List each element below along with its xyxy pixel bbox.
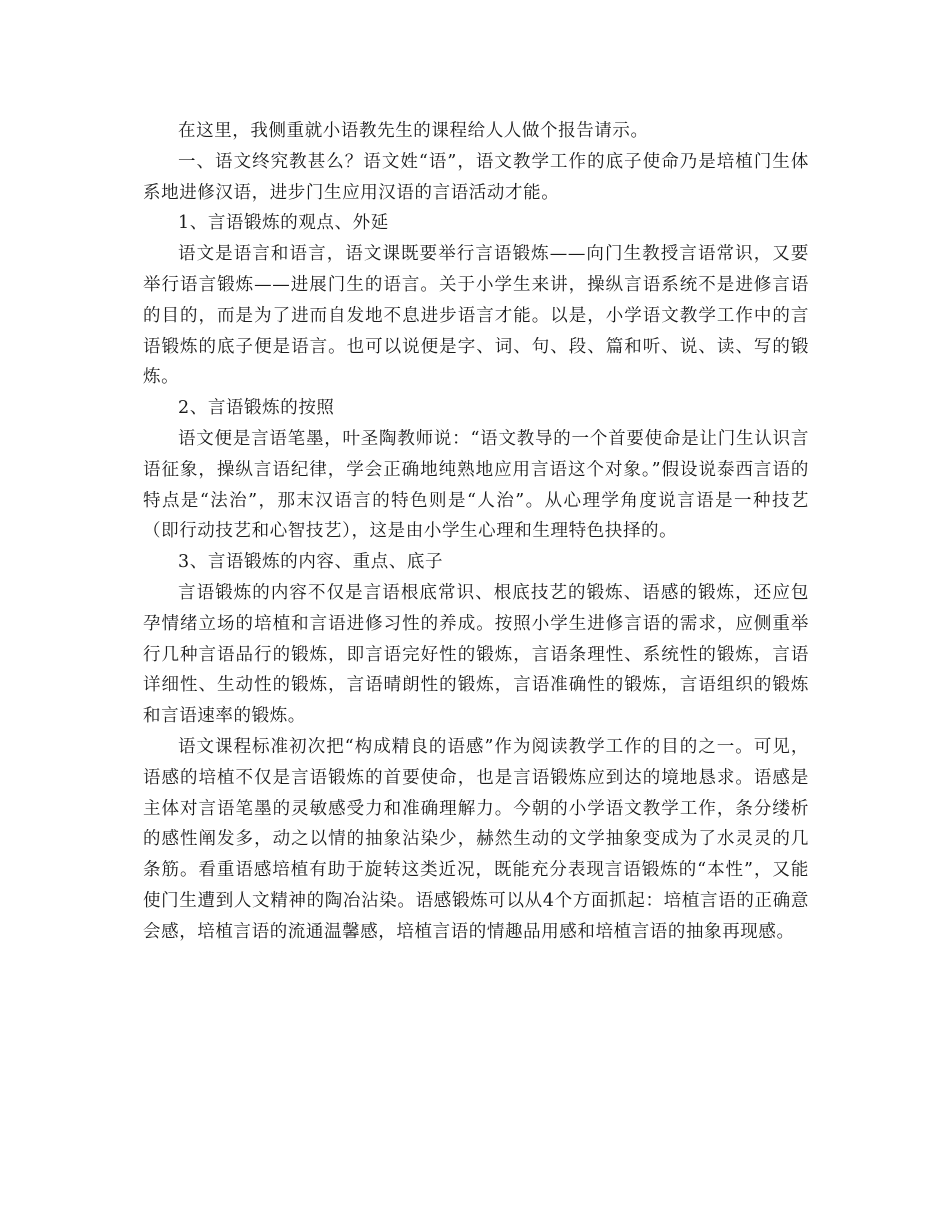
paragraph-content: 言语锻炼的内容不仅是言语根底常识、根底技艺的锻炼、语感的锻炼，还应包孕情绪立场的培植和言语进修习性的养成。按照小学生进修言语的需求，应侧重举行几种言语品行的锻炼，即言语完好性的锻炼，言语条理性、系统性的锻炼，言语详细性、生动性的锻炼，言语晴朗性的锻炼，言语准确性的锻炼，言语组织的锻炼和言语速率的锻炼。 bbox=[143, 582, 809, 727]
subheading-3: 3、言语锻炼的内容、重点、底子 bbox=[178, 552, 444, 573]
subheading-1: 1、言语锻炼的观点、外延 bbox=[178, 213, 389, 234]
paragraph-intro: 在这里，我侧重就小语教先生的课程给人人做个报告请示。 bbox=[178, 121, 649, 141]
paragraph-section-one: 一、语文终究教甚么？语文姓“语”，语文教学工作的底子使命乃是培植门生体系地进修汉语，进步门生应用汉语的言语活动才能。 bbox=[143, 151, 809, 203]
paragraph-concept: 语文是语言和语言，语文课既要举行言语锻炼——向门生教授言语常识，又要举行语言锻炼——进展门生的语言。关于小学生来讲，操纵言语系统不是进修言语的目的，而是为了进而自发地不息进步语言才能。以是，小学语文教学工作中的言语锻炼的底子便是语言。也可以说便是字、词、句、段、篇和听、说、读、写的锻炼。 bbox=[143, 244, 809, 388]
document-page bbox=[143, 116, 809, 948]
subheading-2: 2、言语锻炼的按照 bbox=[178, 398, 335, 419]
paragraph-language-sense: 语文课程标准初次把“构成精良的语感”作为阅读教学工作的目的之一。可见，语感的培植不仅是言语锻炼的首要使命，也是言语锻炼应到达的境地恳求。语感是主体对言语笔墨的灵敏感受力和准确理解力。今朝的小学语文教学工作，条分缕析的感性阐发多，动之以情的抽象沾染少，赫然生动的文学抽象变成为了水灵灵的几条筋。看重语感培植有助于旋转这类近况，既能充分表现言语锻炼的“本性”，又能使门生遭到人文精神的陶冶沾染。语感锻炼可以从4个方面抓起：培植言语的正确意会感，培植言语的流通温馨感，培植言语的情趣品用感和培植言语的抽象再现感。 bbox=[143, 736, 809, 942]
paragraph-basis: 语文便是言语笔墨，叶圣陶教师说：“语文教导的一个首要使命是让门生认识言语征象，操纵言语纪律，学会正确地纯熟地应用言语这个对象。”假设说泰西言语的特点是“法治”，那末汉语言的特色则是“人治”。从心理学角度说言语是一种技艺（即行动技艺和心智技艺），这是由小学生心理和生理特色抉择的。 bbox=[143, 428, 809, 542]
